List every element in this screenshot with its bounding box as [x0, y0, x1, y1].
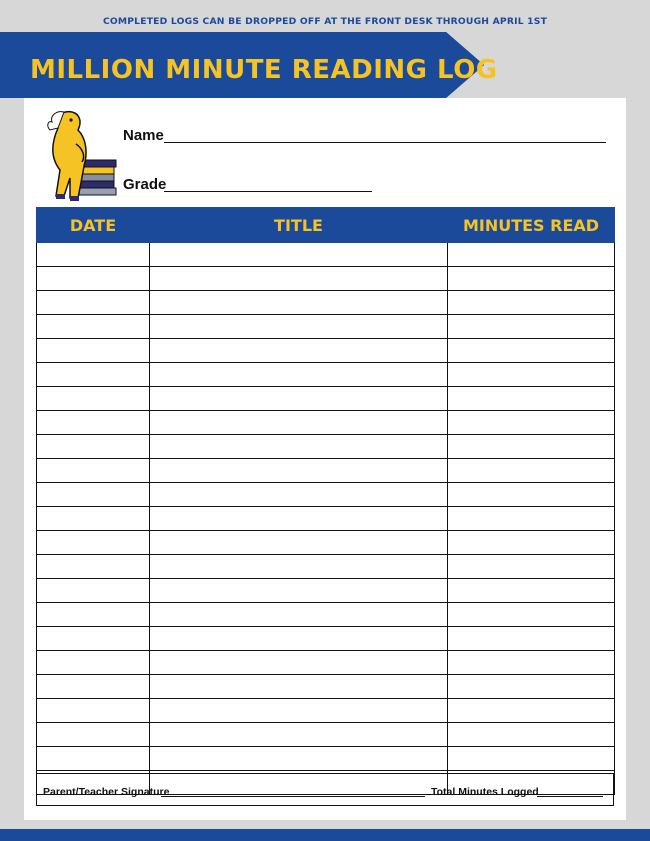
date-cell[interactable]: [37, 651, 150, 675]
date-cell[interactable]: [37, 699, 150, 723]
date-cell[interactable]: [37, 603, 150, 627]
title-cell[interactable]: [150, 315, 448, 339]
date-cell[interactable]: [37, 507, 150, 531]
title-cell[interactable]: [150, 675, 448, 699]
log-entries: [37, 243, 615, 795]
date-cell[interactable]: [37, 579, 150, 603]
title-cell[interactable]: [150, 363, 448, 387]
title-cell[interactable]: [150, 579, 448, 603]
minutes-cell[interactable]: [448, 411, 615, 435]
table-row: [37, 387, 615, 411]
date-cell[interactable]: [37, 387, 150, 411]
table-row: [37, 747, 615, 771]
title-cell[interactable]: [150, 747, 448, 771]
table-row: [37, 291, 615, 315]
table-row: [37, 579, 615, 603]
signature-label: Parent/Teacher Signature: [43, 786, 170, 798]
minutes-cell[interactable]: [448, 723, 615, 747]
title-cell[interactable]: [150, 531, 448, 555]
minutes-cell[interactable]: [448, 291, 615, 315]
minutes-cell[interactable]: [448, 435, 615, 459]
title-cell[interactable]: [150, 267, 448, 291]
minutes-cell[interactable]: [448, 243, 615, 267]
reading-log-table: [36, 207, 615, 795]
date-cell[interactable]: [37, 267, 150, 291]
title-cell[interactable]: [150, 291, 448, 315]
table-row: [37, 555, 615, 579]
minutes-read-column-header: MINUTES READ: [448, 208, 615, 243]
table-header-row: [37, 208, 615, 243]
table-row: [37, 363, 615, 387]
minutes-cell[interactable]: [448, 603, 615, 627]
date-column-header: DATE: [37, 208, 150, 243]
table-row: [37, 603, 615, 627]
table-row: [37, 699, 615, 723]
minutes-cell[interactable]: [448, 387, 615, 411]
minutes-cell[interactable]: [448, 651, 615, 675]
table-row: [37, 411, 615, 435]
title-cell[interactable]: [150, 339, 448, 363]
table-row: [37, 459, 615, 483]
page-title: MILLION MINUTE READING LOG: [30, 55, 498, 85]
title-cell[interactable]: [150, 507, 448, 531]
minutes-cell[interactable]: [448, 627, 615, 651]
minutes-cell[interactable]: [448, 699, 615, 723]
title-cell[interactable]: [150, 483, 448, 507]
date-cell[interactable]: [37, 627, 150, 651]
total-minutes-field[interactable]: [537, 796, 603, 797]
date-cell[interactable]: [37, 483, 150, 507]
date-cell[interactable]: [37, 747, 150, 771]
title-cell[interactable]: [150, 435, 448, 459]
bottom-stripe: [0, 829, 650, 841]
title-cell[interactable]: [150, 627, 448, 651]
minutes-cell[interactable]: [448, 459, 615, 483]
minutes-cell[interactable]: [448, 675, 615, 699]
date-cell[interactable]: [37, 339, 150, 363]
title-cell[interactable]: [150, 651, 448, 675]
minutes-cell[interactable]: [448, 555, 615, 579]
minutes-cell[interactable]: [448, 363, 615, 387]
title-cell[interactable]: [150, 555, 448, 579]
date-cell[interactable]: [37, 555, 150, 579]
title-cell[interactable]: [150, 387, 448, 411]
title-cell[interactable]: [150, 411, 448, 435]
title-cell[interactable]: [150, 243, 448, 267]
date-cell[interactable]: [37, 315, 150, 339]
horse-mascot-icon: [44, 108, 118, 204]
title-cell[interactable]: [150, 603, 448, 627]
minutes-cell[interactable]: [448, 579, 615, 603]
table-row: [37, 675, 615, 699]
date-cell[interactable]: [37, 411, 150, 435]
date-cell[interactable]: [37, 363, 150, 387]
minutes-cell[interactable]: [448, 531, 615, 555]
grade-field[interactable]: [164, 191, 372, 192]
table-row: [37, 315, 615, 339]
date-cell[interactable]: [37, 243, 150, 267]
table-row: [37, 243, 615, 267]
grade-label: Grade: [123, 176, 167, 193]
table-row: [37, 531, 615, 555]
date-cell[interactable]: [37, 675, 150, 699]
table-row: [37, 627, 615, 651]
minutes-cell[interactable]: [448, 339, 615, 363]
dropoff-notice: COMPLETED LOGS CAN BE DROPPED OFF AT THE FRONT DESK THROUGH APRIL 1ST: [102, 16, 548, 27]
name-label: Name: [123, 127, 164, 144]
minutes-cell[interactable]: [448, 483, 615, 507]
date-cell[interactable]: [37, 435, 150, 459]
date-cell[interactable]: [37, 291, 150, 315]
total-minutes-label: Total Minutes Logged: [431, 786, 539, 798]
title-cell[interactable]: [150, 459, 448, 483]
minutes-cell[interactable]: [448, 747, 615, 771]
minutes-cell[interactable]: [448, 507, 615, 531]
table-row: [37, 723, 615, 747]
signature-field[interactable]: [161, 796, 425, 797]
title-cell[interactable]: [150, 723, 448, 747]
date-cell[interactable]: [37, 723, 150, 747]
date-cell[interactable]: [37, 531, 150, 555]
title-cell[interactable]: [150, 699, 448, 723]
signature-row: [36, 773, 614, 806]
table-row: [37, 435, 615, 459]
minutes-cell[interactable]: [448, 267, 615, 291]
table-row: [37, 267, 615, 291]
title-column-header: TITLE: [150, 208, 448, 243]
table-row: [37, 651, 615, 675]
minutes-cell[interactable]: [448, 315, 615, 339]
table-row: [37, 483, 615, 507]
table-row: [37, 339, 615, 363]
name-field[interactable]: [164, 142, 606, 143]
date-cell[interactable]: [37, 459, 150, 483]
table-row: [37, 507, 615, 531]
